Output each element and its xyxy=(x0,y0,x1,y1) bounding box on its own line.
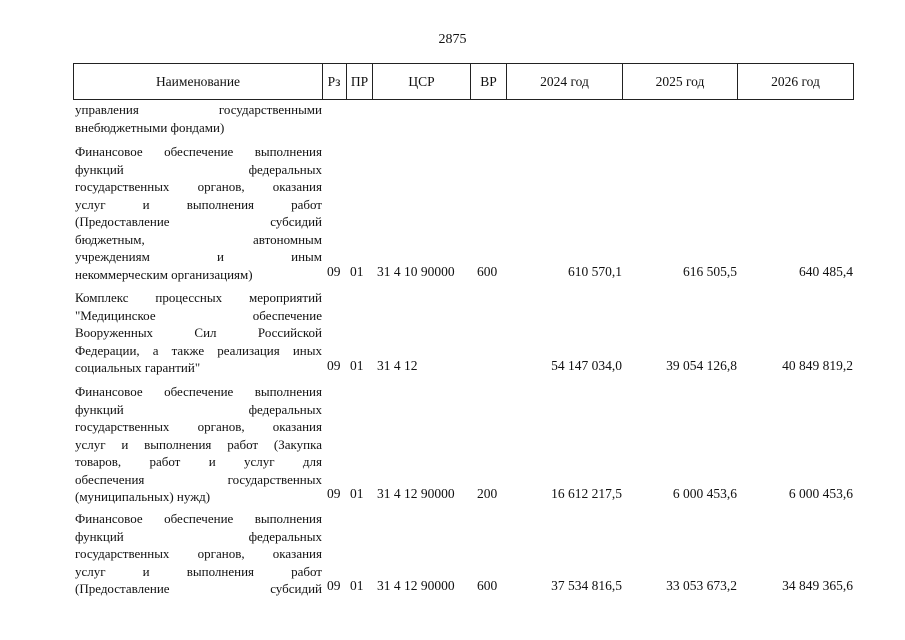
cell-2026: 6 000 453,6 xyxy=(788,486,853,501)
name-line: "Медицинское обеспечение xyxy=(75,307,322,323)
name-line: государственных органов, оказания xyxy=(75,546,322,561)
name-line: услуг и выполнения работ (Закупка xyxy=(75,436,322,452)
cell-csr: 31 4 12 90000 xyxy=(377,486,455,501)
name-line: учреждениям и иным xyxy=(75,249,322,264)
cell-csr: 31 4 12 xyxy=(377,358,418,373)
name-line: услуг и выполнения работ xyxy=(75,196,322,212)
cell-pr: 01 xyxy=(350,358,364,373)
table-row-name xyxy=(75,383,322,506)
cell-2026: 40 849 819,2 xyxy=(782,358,853,373)
name-line: некоммерческим организациям) xyxy=(75,266,253,282)
table-row-name xyxy=(75,101,322,136)
header-vr: ВР xyxy=(470,63,507,100)
cell-csr: 31 4 12 90000 xyxy=(377,578,455,593)
header-csr: ЦСР xyxy=(372,63,471,100)
name-line: Финансовое обеспечение выполнения xyxy=(75,144,322,159)
cell-2026: 640 485,4 xyxy=(799,264,853,279)
cell-2025: 39 054 126,8 xyxy=(666,358,737,373)
header-2024: 2024 год xyxy=(506,63,623,100)
name-line: Вооруженных Сил Российской xyxy=(75,325,322,340)
cell-2026: 34 849 365,6 xyxy=(782,578,853,593)
name-line: бюджетным, автономным xyxy=(75,231,322,247)
cell-vr: 600 xyxy=(477,578,498,593)
table-row-name xyxy=(75,289,322,377)
name-line: Финансовое обеспечение выполнения xyxy=(75,511,322,526)
cell-csr: 31 4 10 90000 xyxy=(377,264,455,279)
name-line: государственных органов, оказания xyxy=(75,179,322,194)
name-line: товаров, работ и услуг для xyxy=(75,454,322,469)
cell-2024: 37 534 816,5 xyxy=(551,578,622,593)
name-line: (муниципальных) нужд) xyxy=(75,489,211,504)
name-line: услуг и выполнения работ xyxy=(75,563,322,579)
name-line: функций федеральных xyxy=(75,401,322,417)
cell-rz: 09 xyxy=(327,358,341,373)
name-line: Финансовое обеспечение выполнения xyxy=(75,384,322,399)
cell-pr: 01 xyxy=(350,486,364,501)
cell-2025: 33 053 673,2 xyxy=(666,578,737,593)
name-line: (Предоставление субсидий xyxy=(75,214,322,229)
table-row-name xyxy=(75,510,322,598)
cell-rz: 09 xyxy=(327,486,341,501)
cell-vr: 600 xyxy=(477,264,498,279)
header-rz: Рз xyxy=(322,63,347,100)
cell-pr: 01 xyxy=(350,264,364,279)
page-number: 2875 xyxy=(438,32,467,47)
name-line: Федерации, а также реализация иных xyxy=(75,342,322,358)
header-pr: ПР xyxy=(346,63,373,100)
name-line: функций федеральных xyxy=(75,161,322,177)
name-line: функций федеральных xyxy=(75,528,322,544)
header-2026: 2026 год xyxy=(737,63,854,100)
name-line: (Предоставление субсидий xyxy=(75,581,322,596)
cell-2024: 610 570,1 xyxy=(568,264,622,279)
cell-2025: 616 505,5 xyxy=(683,264,737,279)
cell-rz: 09 xyxy=(327,578,341,593)
header-name: Наименование xyxy=(73,63,323,100)
cell-2025: 6 000 453,6 xyxy=(672,486,737,501)
name-line: государственных органов, оказания xyxy=(75,419,322,434)
name-line: обеспечения государственных xyxy=(75,471,322,487)
cell-2024: 54 147 034,0 xyxy=(551,358,622,373)
cell-rz: 09 xyxy=(327,264,341,279)
name-line: внебюджетными фондами) xyxy=(75,119,225,135)
name-line: управления государственными xyxy=(75,102,322,117)
cell-vr: 200 xyxy=(477,486,498,501)
header-2025: 2025 год xyxy=(622,63,738,100)
name-line: социальных гарантий" xyxy=(75,360,201,375)
name-line: Комплекс процессных мероприятий xyxy=(75,290,322,305)
cell-pr: 01 xyxy=(350,578,364,593)
table-row-name xyxy=(75,143,322,283)
cell-2024: 16 612 217,5 xyxy=(551,486,622,501)
